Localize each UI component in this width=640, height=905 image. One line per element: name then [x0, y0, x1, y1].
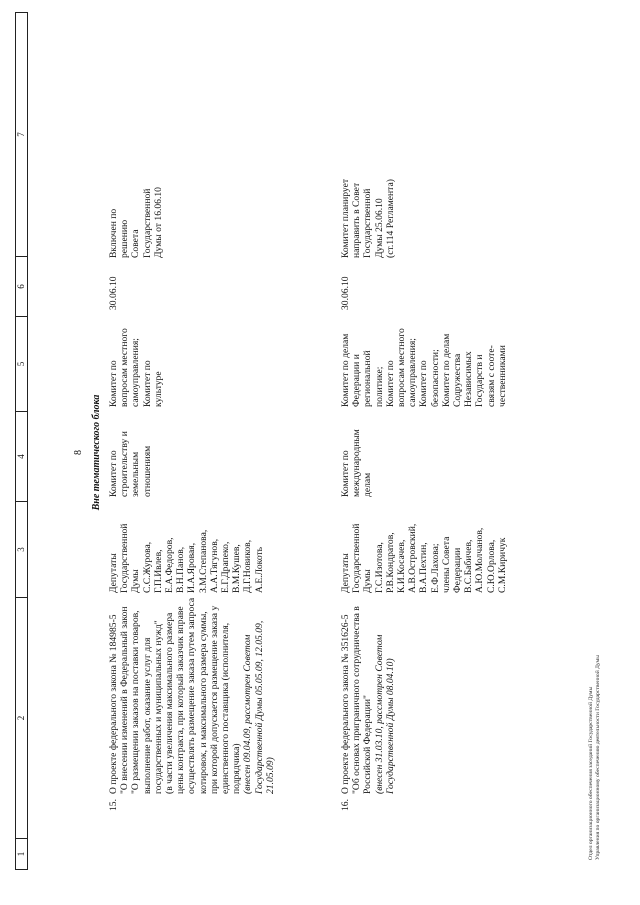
- footer-line: Отдел организационного обеспечения заседаний Государственной Думы: [588, 686, 594, 860]
- page-number: 8: [73, 450, 84, 455]
- table-header-row: [15, 12, 28, 870]
- author-line: Думы: [130, 569, 142, 593]
- author-line: Федерации: [452, 547, 464, 593]
- committee-line: международным: [351, 429, 363, 497]
- author-line: К.И.Косачев,: [396, 539, 408, 593]
- decision-line: Думы 25.06.10: [373, 198, 385, 258]
- committee-line: Федерации и: [351, 354, 363, 407]
- committee-line: Комитет по: [340, 450, 351, 497]
- header-col-2: 2: [16, 597, 27, 838]
- description-note-line: (внесен 31.03.10, рассмотрен Советом: [373, 634, 385, 794]
- consideration-date: 30.06.10: [340, 276, 351, 310]
- author-line: Думы: [362, 569, 374, 593]
- author-line: В.Н.Панов,: [175, 546, 187, 593]
- author-line: З.М.Степанова,: [197, 529, 209, 593]
- author-line: В.А.Пехтин,: [418, 542, 430, 593]
- header-col-3: 3: [16, 501, 27, 597]
- committee-line: Комитет по: [384, 360, 396, 407]
- description-line: "Об основах приграничного сотрудничества в: [351, 606, 363, 794]
- author-line: Государственной: [351, 523, 363, 593]
- decision-line: Государственной: [141, 188, 153, 258]
- decision-line: (ст.114 Регламента): [384, 179, 396, 258]
- description-note-line: Государственной Думы 05.05.09, 12.05.09,: [253, 620, 265, 794]
- header-col-5: 5: [16, 316, 27, 411]
- committee-line: вопросам местного: [396, 328, 408, 407]
- author-line: В.С.Бабичев,: [463, 539, 475, 593]
- decision-note: [108, 187, 164, 258]
- description-line: выполнение работ, оказание услуг для: [141, 637, 153, 794]
- committee-line: строительству и: [119, 431, 131, 497]
- author-line: А.Е.Локоть: [253, 546, 265, 593]
- header-col-4: 4: [16, 411, 27, 501]
- committee-line: самоуправления;: [407, 338, 419, 407]
- co-executor-committees: [340, 328, 508, 407]
- bill-description: [108, 598, 276, 794]
- author-line: И.А.Яровая,: [186, 542, 198, 593]
- committee-line: Комитет по: [141, 360, 153, 407]
- description-line: "О размещении заказов на поставки товаров,: [130, 610, 142, 794]
- committee-line: региональной: [362, 350, 374, 407]
- author-line: Депутаты: [340, 553, 351, 593]
- author-line: В.М.Кушев,: [231, 544, 243, 593]
- description-line: государственных и муниципальных нужд": [152, 620, 164, 794]
- author-line: Р.В.Кондратов,: [384, 532, 396, 593]
- committee-line: Комитет по: [108, 360, 119, 407]
- bill-authors: [108, 524, 265, 593]
- committee-line: культуре: [152, 371, 164, 407]
- committee-line: вопросам местного: [119, 328, 131, 407]
- description-line: осуществлять размещение заказа путем запроса: [186, 597, 198, 794]
- committee-line: политике;: [373, 366, 385, 407]
- footer-line: Управления по организационному обеспечению деятельности Государственной Думы: [595, 655, 601, 860]
- description-note-line: (внесен 09.04.09, рассмотрен Советом: [242, 634, 254, 794]
- committee-line: Содружества: [452, 353, 464, 407]
- committee-line: связям с соотe-: [485, 345, 497, 407]
- author-line: А.В.Островский,: [407, 523, 419, 593]
- description-line: О проекте федерального закона № 351626-5: [340, 614, 351, 794]
- committee-line: безопасности;: [429, 349, 441, 407]
- author-line: Государственной: [119, 523, 131, 593]
- author-line: Е.Ф.Лахова;: [429, 543, 441, 593]
- committee-line: Комитет по делам: [340, 333, 351, 407]
- bill-authors: [340, 524, 508, 593]
- committee-line: земельным: [130, 451, 142, 497]
- author-line: Депутаты: [108, 553, 119, 593]
- description-line: О проекте федерального закона № 184985-5: [108, 614, 119, 794]
- header-col-6: 6: [16, 256, 27, 316]
- decision-line: решению: [119, 219, 131, 258]
- description-note-line: 21.05.09): [264, 757, 276, 794]
- author-line: члены Совета: [440, 536, 452, 593]
- committee-line: чественниками: [496, 345, 508, 407]
- consideration-date: 30.06.10: [108, 276, 119, 310]
- header-col-7: 7: [16, 132, 26, 137]
- decision-line: Государственной: [362, 188, 374, 258]
- author-line: С.Ю.Орлова,: [485, 539, 497, 593]
- committee-line: Независимых: [463, 351, 475, 407]
- author-line: С.С.Журова,: [141, 541, 153, 593]
- responsible-committee: [108, 431, 153, 497]
- header-col-1: 1: [16, 838, 27, 869]
- author-line: Е.А.Федоров,: [164, 537, 176, 593]
- decision-line: Думы от 16.06.10: [152, 187, 164, 258]
- description-note-line: Государственной Думы 08.04.10): [384, 658, 396, 794]
- co-executor-committees: [108, 328, 164, 407]
- author-line: А.Ю.Молчанов,: [474, 527, 486, 593]
- author-line: Е.Г.Драпеко,: [220, 541, 232, 593]
- author-line: Г.С.Изотова,: [373, 542, 385, 593]
- description-line: котировок, и максимального размера суммы,: [197, 611, 209, 794]
- row-number: 16.: [340, 799, 351, 811]
- committee-line: Комитет по: [418, 360, 430, 407]
- decision-line: Комитет планирует: [340, 178, 351, 258]
- committee-line: делам: [362, 472, 374, 497]
- description-line: "О внесении изменений в Федеральный закон: [119, 606, 131, 794]
- row-number: 15.: [108, 799, 119, 811]
- author-line: С.М.Киричук: [496, 537, 508, 593]
- decision-line: Включен по: [108, 208, 119, 258]
- committee-line: самоуправления;: [130, 338, 142, 407]
- responsible-committee: [340, 429, 374, 497]
- committee-line: Комитет по делам: [440, 333, 452, 407]
- section-title: Вне тематического блока: [91, 394, 102, 511]
- author-line: Д.Г.Новиков,: [242, 539, 254, 593]
- description-line: (в части увеличения максимального размера: [164, 612, 176, 794]
- description-line: при которой допускается размещение заказа у: [208, 605, 220, 794]
- decision-note: [340, 179, 396, 258]
- description-line: цены контракта, при который заказчик вправе: [175, 606, 187, 794]
- description-line: Российской Федерации": [362, 695, 374, 794]
- committee-line: отношениям: [141, 445, 153, 497]
- page-footer: [588, 655, 602, 860]
- decision-line: направить в Совет: [351, 182, 363, 258]
- description-line: единственного поставщика (исполнителя,: [220, 622, 232, 794]
- committee-line: Комитет по: [108, 450, 119, 497]
- author-line: Г.П.Ивлев,: [152, 549, 164, 593]
- author-line: А.А.Тягунов,: [208, 538, 220, 593]
- committee-line: Государств и: [474, 354, 486, 407]
- bill-description: [340, 606, 396, 794]
- description-line: подрядчика): [231, 743, 243, 794]
- decision-line: Совета: [130, 229, 142, 258]
